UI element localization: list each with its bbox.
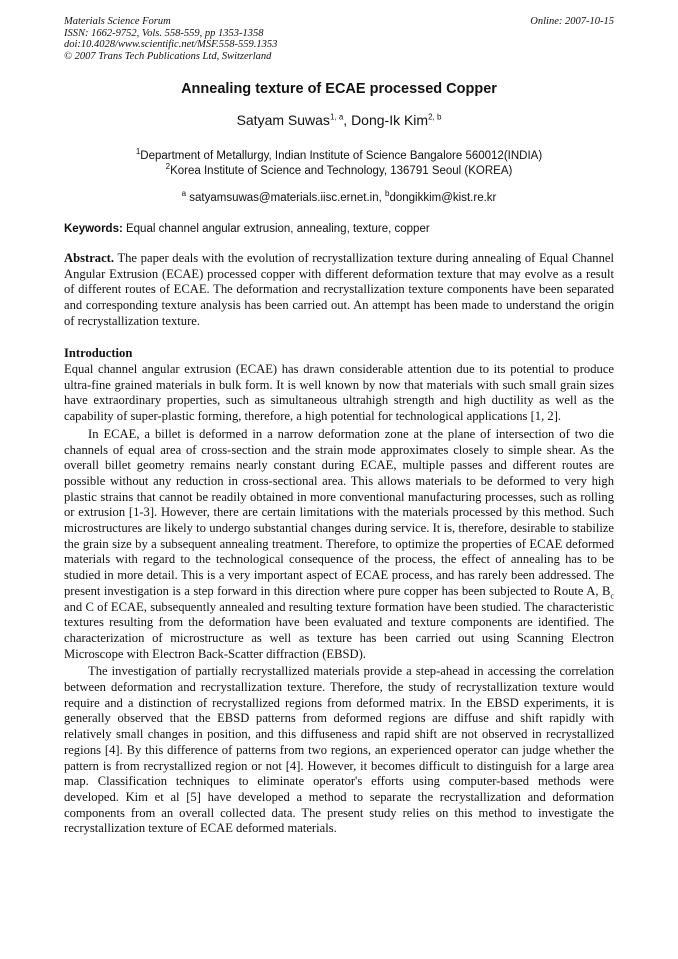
copyright-line: © 2007 Trans Tech Publications Ltd, Switzerland bbox=[64, 50, 272, 62]
affiliation-marker: 2 bbox=[165, 161, 171, 171]
author-affiliation-marker: 1, a bbox=[329, 112, 344, 122]
author-affiliation-marker: 2, b bbox=[428, 112, 442, 122]
introduction-heading: Introduction bbox=[64, 346, 133, 360]
doi-line: doi:10.4028/www.scientific.net/MSF.558-559.1353 bbox=[64, 39, 278, 50]
keywords-line bbox=[64, 223, 614, 235]
intro-paragraph-2-part-a: In ECAE, a billet is deformed in a narrow deformation zone at the plane of intersection of two die channels of equal area of cross-section and the strain mode approximates closely to simple shear. As the overall billet geometry remains nearly constant during ECAE, multiple passes and different routes are possible without any reduction in cross-sectional area. This allows materials to be deformed to very high plastic strains that cannot be readily obtained in more conventional manufacturing processes, such as rolling or extrusion [1-3]. However, there are certain limitations with the materials processed by this method. Such microstructures are likely to undergo substantial changes during service. It is, therefore, desirable to stabilize the grain size by a subsequent annealing treatment. Therefore, to optimize the properties of ECAE deformed materials with regard to the technological consequence of the process, the effect of annealing has to be studied in more detail. This is a very important aspect of ECAE process, and has rarely been addressed. The present investigation is a step forward in this direction where pure copper has been subjected to Route A, B bbox=[64, 426, 614, 598]
abstract-text: The paper deals with the evolution of recrystallization texture during annealing of Equal Channel Angular Extrusion (ECAE) processed copper with different deformation texture that may evolve as a result of different routes of ECAE. The deformation and recrystallization texture components have been separated and corresponding texture analysis has been carried out. An attempt has been made to understand the origin of recrystallization texture. bbox=[64, 251, 614, 328]
email-line bbox=[64, 189, 614, 204]
affiliation-text: Korea Institute of Science and Technology, 136791 Seoul (KOREA) bbox=[170, 164, 513, 177]
abstract-section bbox=[64, 251, 614, 330]
keywords-label: Keywords: bbox=[64, 223, 123, 235]
paper-title: Annealing texture of ECAE processed Copper bbox=[181, 81, 497, 97]
author-separator: , bbox=[343, 112, 352, 128]
email-marker: a bbox=[181, 189, 187, 199]
author-name: Dong-Ik Kim bbox=[351, 112, 429, 128]
route-subscript: c bbox=[610, 591, 614, 601]
affiliation-marker: 1 bbox=[135, 147, 141, 157]
issn-line: ISSN: 1662-9752, Vols. 558-559, pp 1353-1358 bbox=[64, 27, 264, 39]
keywords-text: Equal channel angular extrusion, annealing, texture, copper bbox=[122, 223, 430, 235]
author-name: Satyam Suwas bbox=[236, 112, 330, 128]
affiliation-text: Department of Metallurgy, Indian Institute of Science Bangalore 560012(INDIA) bbox=[140, 150, 543, 162]
intro-paragraph-2 bbox=[64, 427, 614, 663]
email-address: satyamsuwas@materials.iisc.ernet.in, bbox=[186, 192, 386, 204]
journal-name: Materials Science Forum bbox=[64, 16, 171, 27]
intro-paragraph-1: Equal channel angular extrusion (ECAE) has drawn considerable attention due to its potential to produce ultra-fine grained materials in bulk form. It is well known by now that materials with such small grain sizes have extraordinary properties, such as simultaneous ultrahigh strength and high ductility as well as the capability of super-plastic forming, therefore, a high potential for technological applications [1, 2]. bbox=[64, 362, 614, 424]
affiliation-line bbox=[64, 149, 614, 164]
author-line bbox=[64, 112, 614, 128]
intro-paragraph-2-part-b: and C of ECAE, subsequently annealed and resulting texture formation have been studied. The characteristic textures resulting from the deformation have been evaluated and texture components are identified. The characterization of microstructure as well as texture has been carried out using Scanning Electron Microscope with Electron Back-Scatter diffraction (EBSD). bbox=[64, 599, 614, 661]
affiliations bbox=[64, 149, 614, 178]
journal-header bbox=[64, 16, 277, 62]
abstract-paragraph bbox=[64, 251, 614, 330]
email-address: dongikkim@kist.re.kr bbox=[389, 192, 497, 204]
affiliation-line bbox=[64, 161, 614, 179]
introduction-section bbox=[64, 362, 614, 839]
email-marker: b bbox=[385, 189, 390, 199]
online-date: Online: 2007-10-15 bbox=[530, 16, 614, 27]
abstract-label: Abstract. bbox=[64, 251, 115, 265]
intro-paragraph-3: The investigation of partially recrystallized materials provide a step-ahead in accessing the correlation between deformation and recrystallization texture. Therefore, the study of recrystallization texture would require and a distinction of recrystallized regions from deformed matrix. In the EBSD experiments, it is generally observed that the EBSD patterns from deformed regions are diffuse and shift rapidly with relatively small changes in position, and this diffuseness and rapid shift are not observed in recrystallized regions [4]. By this difference of patterns from two regions, an experienced operator can judge whether the pattern is from recrystallized region or not [4]. However, it becomes difficult to distinguish for a large area map. Classification techniques to eliminate operator's efforts using computer-based methods were developed. Kim et al [5] have developed a method to separate the recrystallization and deformation components from an overall collected data. The present study relies on this method to investigate the recrystallization texture of ECAE deformed materials. bbox=[64, 664, 614, 836]
